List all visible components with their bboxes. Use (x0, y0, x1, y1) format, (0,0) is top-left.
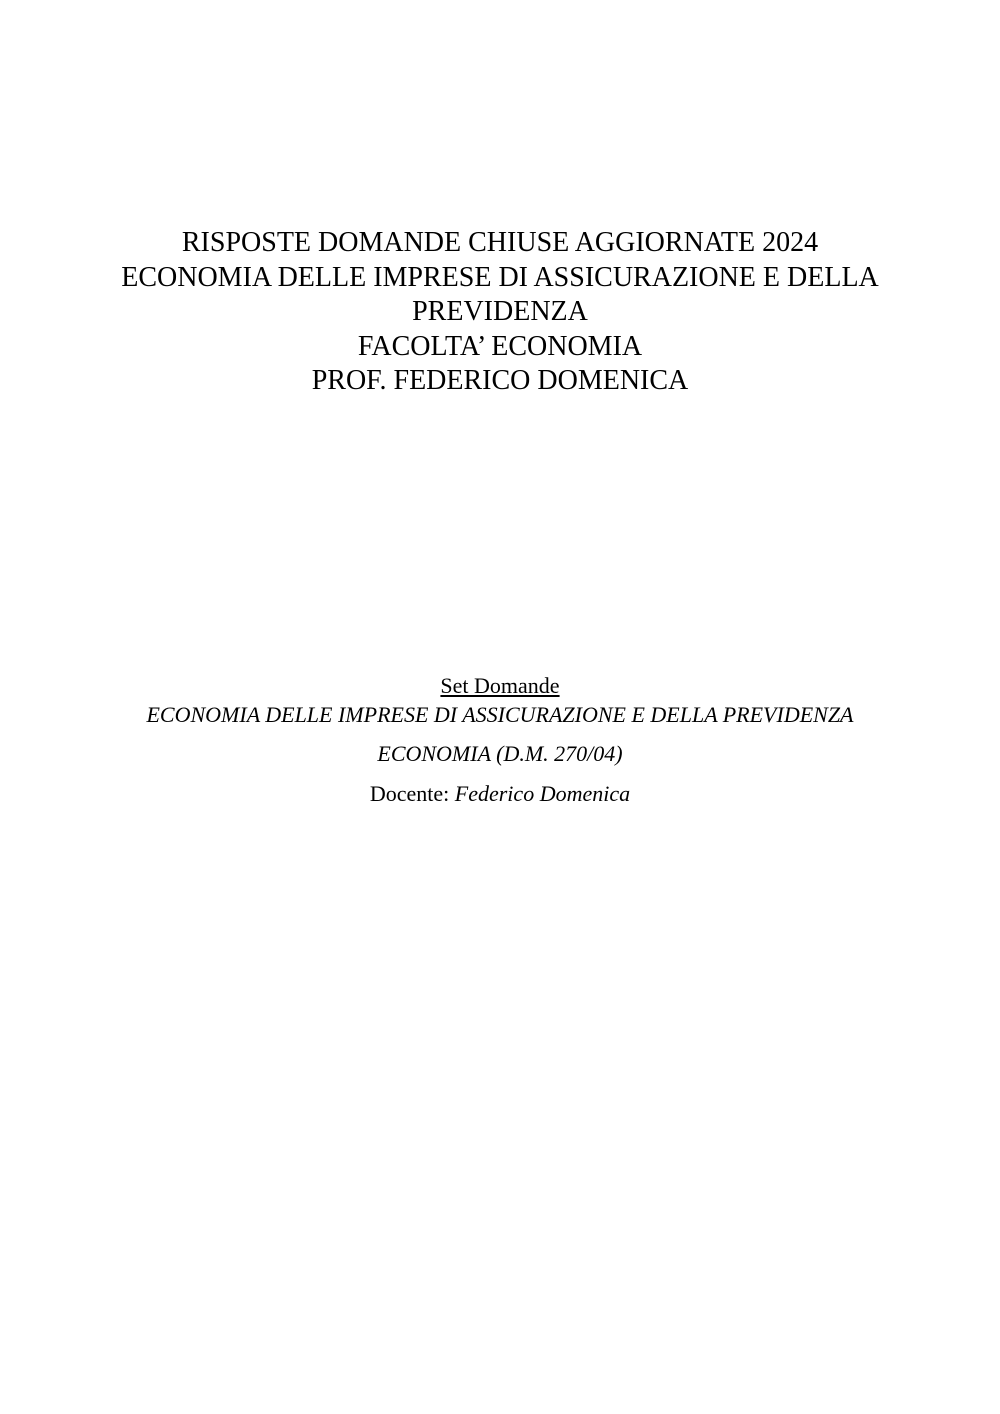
title-line-3: PREVIDENZA (412, 296, 588, 327)
title-block (0, 226, 1000, 399)
title-line-1: RISPOSTE DOMANDE CHIUSE AGGIORNATE 2024 (181, 227, 819, 258)
set-heading: Set Domande (440, 673, 560, 698)
title-line-5: PROF. FEDERICO DOMENICA (311, 365, 689, 396)
question-set-block (0, 672, 1000, 809)
course-code: ECONOMIA (D.M. 270/04) (377, 741, 623, 766)
course-name: ECONOMIA DELLE IMPRESE DI ASSICURAZIONE E DELLA PREVIDENZA (146, 702, 854, 727)
teacher-name: Federico Domenica (454, 781, 631, 806)
teacher-line (0, 779, 1000, 809)
title-line-4: FACOLTA’ ECONOMIA (357, 330, 643, 362)
teacher-label: Docente: (369, 781, 450, 806)
title-line-2: ECONOMIA DELLE IMPRESE DI ASSICURAZIONE E DELLA (121, 261, 879, 293)
